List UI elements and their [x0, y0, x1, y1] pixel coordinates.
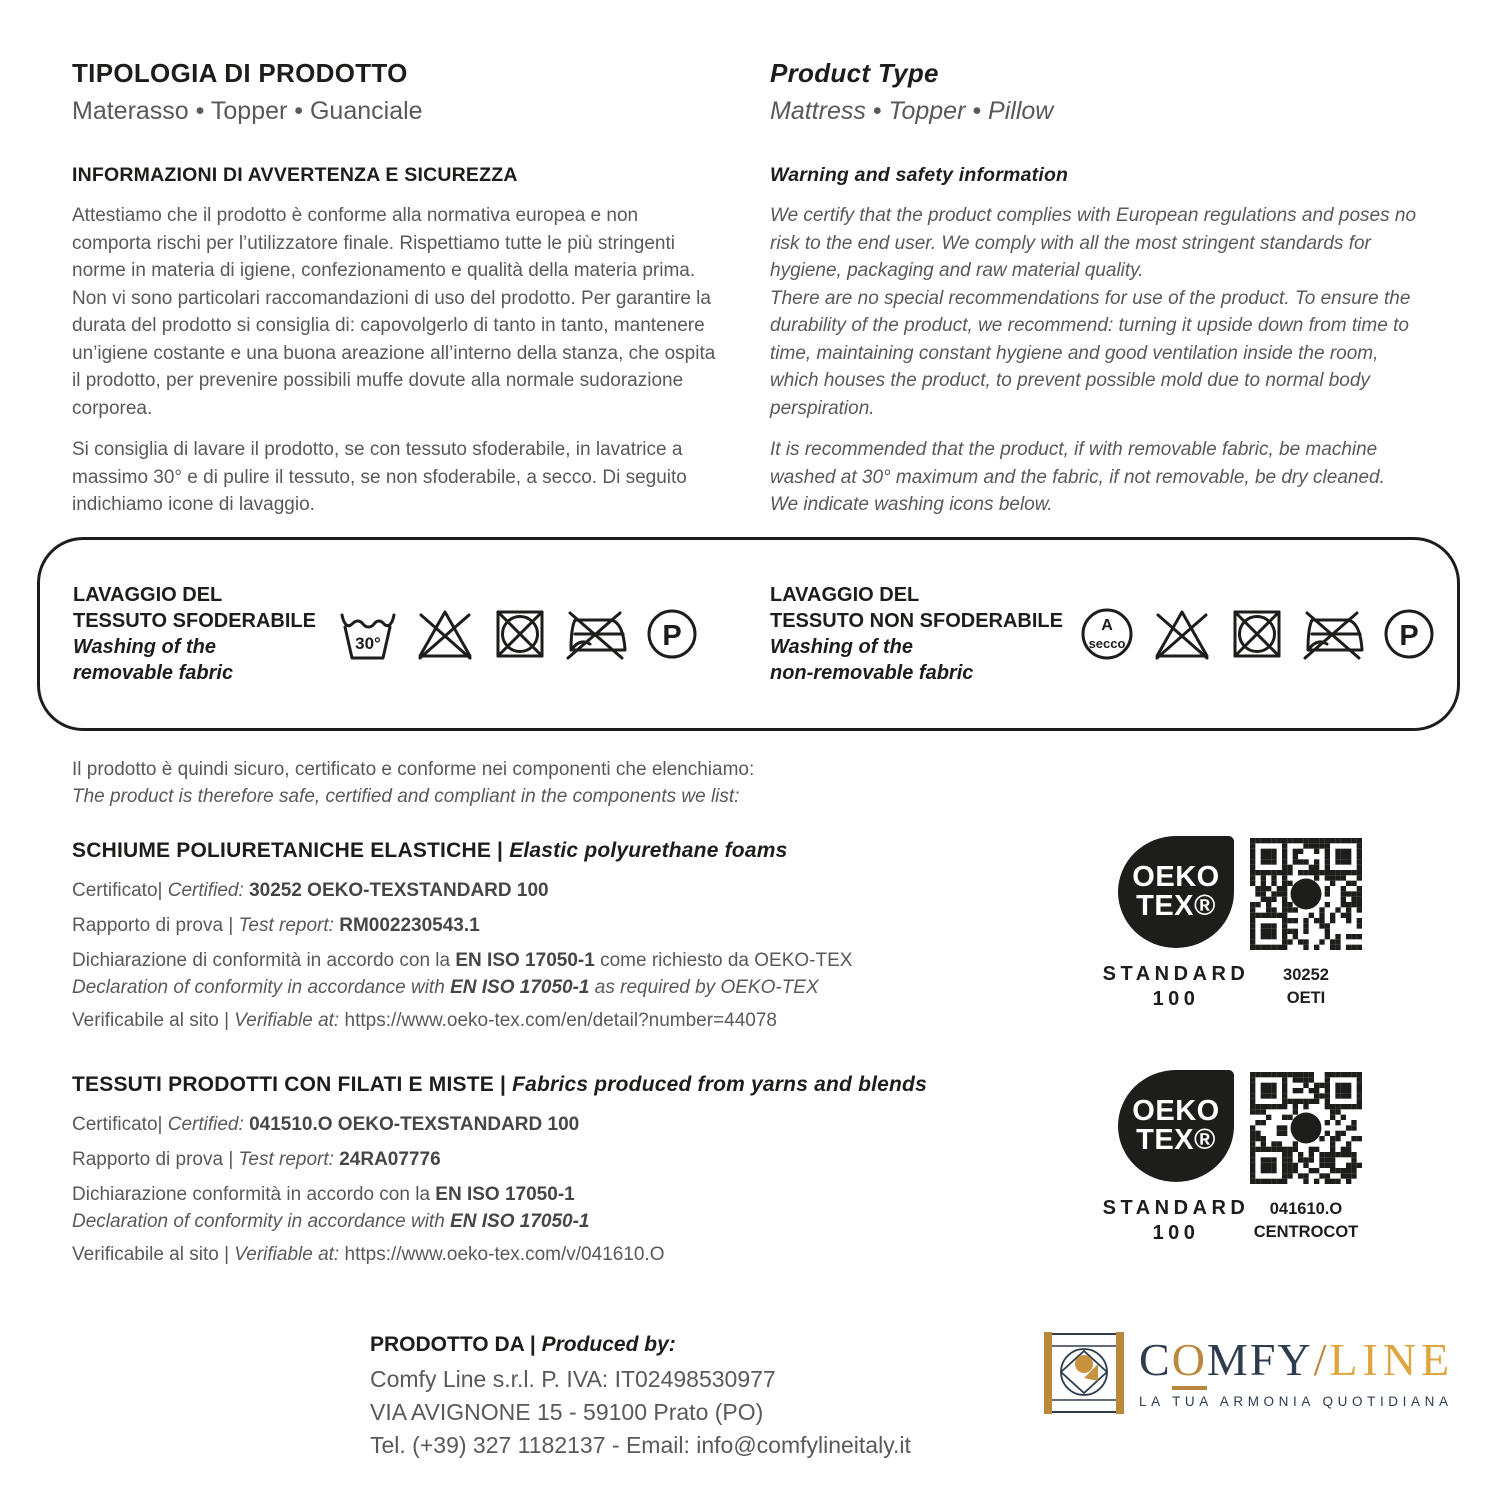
washing-removable-subtitle-2: removable fabric [73, 662, 234, 684]
comfyline-logo [1043, 1330, 1455, 1416]
standard-number: 100 [1152, 988, 1200, 1010]
qr-label-line2: CENTROCOT [1253, 1223, 1359, 1241]
washtub-30-icon [335, 603, 401, 665]
comfyline-wordmark [1139, 1334, 1455, 1385]
washing-non-removable-title-2: TESSUTO NON SFODERABILE [770, 610, 1063, 632]
declaration-standard: EN ISO 17050-1 [455, 950, 595, 971]
declaration-line-it [72, 947, 1057, 974]
oeko-tex-logo-line1: OEKO [1132, 861, 1220, 893]
safety-paragraph-en-3: It is recommended that the product, if with removable fabric, be machine washed at 30° maximum and the fabric, if not removable, be dry cleaned. We indicate washing icons below. [770, 439, 1385, 515]
safety-title-en: Warning and safety information [770, 164, 1069, 186]
oeko-tex-logo-line2: TEX® [1136, 890, 1216, 922]
components-intro [72, 756, 1072, 810]
certification-foams-heading [72, 838, 1057, 864]
washing-non-removable-icons [1076, 603, 1440, 665]
safety-paragraph-it-3: Si consiglia di lavare il prodotto, se con tessuto sfoderabile, in lavatrice a massimo 30° e di pulire il tessuto, se non sfoderabile, a secco. Di seguito indichiamo icone di lavaggio. [72, 439, 687, 515]
washing-removable-group [73, 540, 703, 728]
oeko-tex-logo [1118, 1070, 1234, 1182]
qr-label [1250, 964, 1362, 1010]
product-type-value-en: Mattress • Topper • Pillow [770, 97, 1054, 125]
certification-heading-it: SCHIUME POLIURETANICHE ELASTICHE | [72, 839, 504, 862]
declaration-line-en [72, 974, 1057, 1001]
oeko-tex-standard-label [1101, 1196, 1251, 1246]
components-intro-it: Il prodotto è quindi sicuro, certificato e conforme nei componenti che elenchiamo: [72, 759, 755, 780]
wash-temp-label: 30° [355, 634, 381, 653]
professional-dry-clean-p-icon [1378, 603, 1440, 665]
english-column [770, 58, 1418, 519]
verify-label-it: Verificabile al sito | [72, 1010, 230, 1031]
brand-slash: / [1313, 1334, 1329, 1385]
verify-label-it: Verificabile al sito | [72, 1244, 230, 1265]
test-report-number: 24RA07776 [339, 1149, 441, 1170]
washing-non-removable-title-1: LAVAGGIO DEL [770, 584, 920, 606]
declaration-line-en [72, 1208, 1057, 1235]
producer-info [370, 1332, 1030, 1461]
oeko-tex-badge-foams [1102, 836, 1378, 1012]
test-report-label-it: Rapporto di prova | [72, 1149, 234, 1170]
a-secco-bottom-label: secco [1088, 636, 1126, 651]
certificate-line [72, 877, 1057, 904]
verify-url: https://www.oeko-tex.com/v/041610.O [344, 1244, 665, 1265]
washing-non-removable-label [770, 582, 1072, 686]
certification-fabrics-section [72, 1072, 1057, 1268]
qr-code [1250, 1072, 1362, 1184]
produced-by-heading [370, 1332, 1030, 1358]
producer-contact: Tel. (+39) 327 1182137 - Email: info@comfylineitaly.it [370, 1432, 911, 1458]
brand-letter-o: O [1172, 1334, 1207, 1390]
do-not-iron-icon [1301, 603, 1365, 665]
certificate-number: 041510.O OEKO-TEXSTANDARD 100 [249, 1114, 580, 1135]
certification-heading-it: TESSUTI PRODOTTI CON FILATI E MISTE | [72, 1073, 507, 1096]
p-symbol-label: P [1399, 620, 1419, 652]
qr-block [1250, 838, 1362, 1010]
safety-body-en [770, 202, 1418, 519]
safety-paragraph-it-1: Attestiamo che il prodotto è conforme alla normativa europea e non comporta rischi per l’utilizzatore finale. Rispettiamo tutte le più stringenti norme in materia di igiene, confezionamento e qualità della materia prima. [72, 205, 696, 281]
do-not-bleach-icon [1151, 603, 1213, 665]
declaration-en-post: as required by OEKO-TEX [594, 977, 819, 998]
qr-label-line1: 30252 [1283, 966, 1329, 984]
qr-block [1250, 1072, 1362, 1244]
verify-line [72, 1241, 1057, 1268]
oeko-tex-logo [1118, 836, 1234, 948]
certification-heading-en: Elastic polyurethane foams [509, 839, 788, 862]
components-intro-en: The product is therefore safe, certified and compliant in the components we list: [72, 786, 740, 807]
professional-dry-clean-p-icon [641, 603, 703, 665]
declaration-standard: EN ISO 17050-1 [450, 977, 590, 998]
washing-removable-icons [335, 603, 703, 665]
certification-heading-en: Fabrics produced from yarns and blends [512, 1073, 927, 1096]
test-report-number: RM002230543.1 [339, 915, 480, 936]
do-not-iron-icon [564, 603, 628, 665]
brand-word-line: LINE [1329, 1334, 1455, 1385]
declaration-it-pre: Dichiarazione conformità in accordo con la [72, 1184, 431, 1205]
producer-company: Comfy Line s.r.l. P. IVA: IT02498530977 [370, 1366, 776, 1392]
certificate-label-en: Certified: [167, 880, 244, 901]
do-not-tumble-dry-icon [1226, 603, 1288, 665]
italian-column [72, 58, 722, 519]
test-report-line [72, 1146, 1057, 1173]
test-report-line [72, 912, 1057, 939]
product-type-title-it: TIPOLOGIA DI PRODOTTO [72, 58, 408, 88]
washing-removable-subtitle-1: Washing of the [73, 636, 216, 658]
oeko-tex-logo-line2: TEX® [1136, 1124, 1216, 1156]
certification-foams-section [72, 838, 1057, 1034]
declaration-en-pre: Declaration of conformity in accordance with [72, 1211, 445, 1232]
safety-paragraph-en-1: We certify that the product complies with European regulations and poses no risk to the end user. We comply with all the most stringent standards for hygiene, packaging and raw material quality. [770, 205, 1417, 281]
produced-by-label-en: Produced by: [541, 1333, 676, 1356]
product-type-value-it: Materasso • Topper • Guanciale [72, 97, 423, 125]
washing-non-removable-subtitle-2: non-removable fabric [770, 662, 974, 684]
qr-label-line2: OETI [1286, 989, 1326, 1007]
declaration-standard: EN ISO 17050-1 [450, 1211, 590, 1232]
qr-label [1250, 1198, 1362, 1244]
test-report-label-en: Test report: [238, 915, 334, 936]
declaration-it-pre: Dichiarazione di conformità in accordo con la [72, 950, 451, 971]
declaration-it-post: come richiesto da OEKO-TEX [600, 950, 853, 971]
washing-removable-title-2: TESSUTO SFODERABILE [73, 610, 316, 632]
verify-label-en: Verifiable at: [234, 1244, 340, 1265]
certificate-number: 30252 OEKO-TEXSTANDARD 100 [249, 880, 549, 901]
do-not-bleach-icon [414, 603, 476, 665]
producer-address: VIA AVIGNONE 15 - 59100 Prato (PO) [370, 1399, 764, 1425]
qr-code [1250, 838, 1362, 950]
washing-removable-label [73, 582, 331, 686]
certificate-label-it: Certificato| [72, 1114, 163, 1135]
test-report-label-it: Rapporto di prova | [72, 915, 234, 936]
safety-title-it: INFORMAZIONI DI AVVERTENZA E SICUREZZA [72, 164, 518, 186]
a-secco-top-label: A [1101, 617, 1113, 634]
oeko-tex-badge-fabrics [1102, 1070, 1378, 1246]
verify-line [72, 1007, 1057, 1034]
declaration-standard: EN ISO 17050-1 [435, 1184, 575, 1205]
safety-paragraph-en-2: There are no special recommendations for use of the product. To ensure the durability of the product, we recommend: turning it upside down from time to time, maintaining constant hygiene and good ventilation inside the room, which houses the product, to prevent possible mold due to normal body perspiration. [770, 287, 1411, 419]
brand-letter-c: C [1139, 1334, 1172, 1385]
declaration-line-it [72, 1181, 1057, 1208]
verify-label-en: Verifiable at: [234, 1010, 340, 1031]
washing-removable-title-1: LAVAGGIO DEL [73, 584, 223, 606]
certificate-label-it: Certificato| [72, 880, 163, 901]
safety-paragraph-it-2: Non vi sono particolari raccomandazioni di uso del prodotto. Per garantire la durata del prodotto si consiglia di: capovolgerlo di tanto in tanto, mantenere un’igiene costante e una buona areazione all’interno della stanza, che ospita il prodotto, per prevenire possibili muffe dovute alla normale sudorazione corporea. [72, 287, 716, 419]
washing-non-removable-subtitle-1: Washing of the [770, 636, 913, 658]
oeko-tex-logo-line1: OEKO [1132, 1095, 1220, 1127]
p-symbol-label: P [662, 620, 682, 652]
brand-tagline: LA TUA ARMONIA QUOTIDIANA [1139, 1394, 1453, 1409]
verify-url: https://www.oeko-tex.com/en/detail?number=44078 [344, 1010, 778, 1031]
do-not-tumble-dry-icon [489, 603, 551, 665]
standard-word: STANDARD [1102, 963, 1250, 985]
qr-label-line1: 041610.O [1269, 1200, 1343, 1218]
certificate-label-en: Certified: [167, 1114, 244, 1135]
oeko-tex-standard-label [1101, 962, 1251, 1012]
declaration-en-pre: Declaration of conformity in accordance with [72, 977, 445, 998]
product-type-title-en: Product Type [770, 58, 939, 88]
dry-clean-a-secco-icon [1076, 603, 1138, 665]
produced-by-label-it: PRODOTTO DA | [370, 1333, 536, 1356]
certificate-line [72, 1111, 1057, 1138]
washing-non-removable-group [770, 540, 1440, 728]
test-report-label-en: Test report: [238, 1149, 334, 1170]
comfyline-emblem-icon [1043, 1330, 1125, 1416]
standard-word: STANDARD [1102, 1197, 1250, 1219]
brand-letters-mfy: MFY [1206, 1334, 1313, 1385]
washing-instructions-box [37, 537, 1460, 731]
safety-body-it [72, 202, 722, 519]
standard-number: 100 [1152, 1222, 1200, 1244]
certification-fabrics-heading [72, 1072, 1057, 1098]
